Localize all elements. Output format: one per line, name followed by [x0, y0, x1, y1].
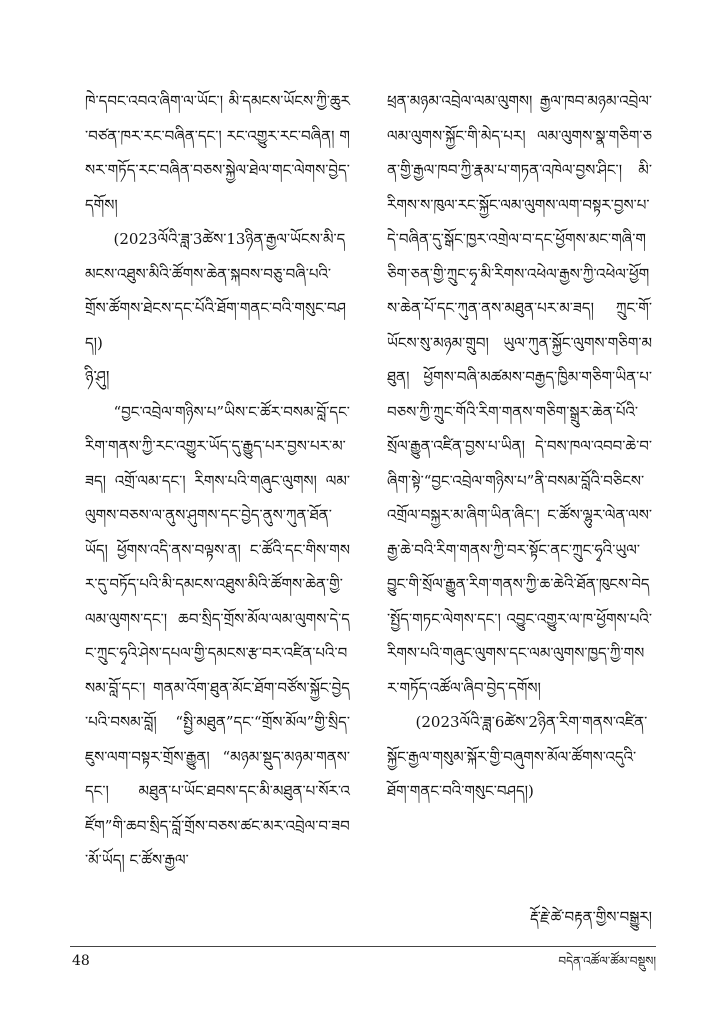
- left-speech-note: (2023ལོའི་ཟླ་3ཚེས་13ཉིན་རྒྱལ་ཡོངས་མི་དམངས་འཐུས་མིའི་ཚོགས་ཆེན་སྐབས་བཅུ་བཞི་པའི་གྲོས་ཚོགས་ཐེངས་དང་པོའི་ཐོག་གནང་བའི་གསུང་བཤད།): [85, 230, 346, 352]
- left-column: [85, 84, 350, 878]
- right-column: [387, 84, 652, 809]
- right-speech-note: (2023ལོའི་ཟླ་6ཚེས་2ཉིན་རིག་གནས་འཛིན་སྐྱོང་རྒྱལ་གསུམ་སྐོར་གྱི་བཞུགས་མོལ་ཚོགས་འདུའི་ཐོག་གནང་བའི་གསུང་བཤད།): [387, 713, 648, 800]
- left-paragraph-2: “བྱང་འབྲེལ་གཉིས་པ”ཡིས་ང་ཚོར་བསམ་བློ་དང་རིག་གནས་ཀྱི་རང་འགྱུར་ཡོད་དུ་རྒྱུད་པར་བྱས་པར་མ་ཟད། འགྲོ་ལམ་དང་། རིགས་པའི་གཞུང་ལུགས། ལམ་ལུགས་བཅས་ལ་ནུས་ཤུགས་དང་བྱེད་ནུས་ཀུན་ཐོན་ཡོད། ཕྱོགས་འདི་ནས་བལྟས་ན། ང་ཚོའི་དང་གིས་གསར་དུ་བཏོད་པའི་མི་དམངས་འཐུས་མིའི་ཚོགས་ཆེན་གྱི་ལམ་ལུགས་དང་། ཆབ་སྲིད་གྲོས་མོལ་ལམ་ལུགས་དེ་དང་ཀྲུང་ཧྭའི་ཤེས་དཔལ་གྱི་དམངས་རྩ་བར་འཛིན་པའི་བསམ་བློ་དང་། གནམ་འོག་ཐུན་མོང་ཐོག་བཙོས་སྐྱོང་བྱེད་པའི་བསམ་བློ། “སྤྱི་མཐུན”དང་“གྲོས་མོལ”གྱི་སྲིད་ཇུས་ལག་བསྟར་གྲོས་རྒྱུན། “མཉམ་སྡུད་མཉམ་གནས་དང་། མཐུན་པ་ཡོང་ཐབས་དང་མི་མཐུན་པ་སོར་འཛོག”གི་ཆབ་སྲིད་བློ་གྲོས་བཅས་ཚང་མར་འབྲེལ་བ་ཟབ་མོ་ཡོད། ང་ཚོས་རྒྱལ་: [85, 402, 350, 869]
- page-number: 48: [72, 953, 90, 969]
- footer-divider: [70, 946, 656, 947]
- left-paragraph-1: ཁེ་དབང་འབའ་ཞིག་ལ་ཡོང་། མི་དམངས་ཡོངས་ཀྱི་ཆུར་བཙན་ཁར་རང་བཞིན་དང་། རང་འགྱུར་རང་བཞིན། གསར་གཏོད་རང་བཞིན་བཅས་སྐྱེལ་ཐེལ་གང་ལེགས་བྱེད་དགོས།: [85, 92, 350, 214]
- section-heading: ཉི་ཤུ།: [85, 367, 110, 386]
- translator-credit: རྡོ་རྗེ་ཚེ་བརྟན་གྱིས་བསྒྱུར།: [529, 908, 652, 926]
- running-footer-title: བདེན་འཚོལ་ཚོམ་བསྡུས།: [558, 954, 656, 968]
- right-paragraph-1: ཕྲན་མཉམ་འབྲེལ་ལམ་ལུགས། རྒྱལ་ཁབ་མཉམ་འབྲེལ་ལམ་ལུགས་སྐྱོང་གི་མེད་པར། ལམ་ལུགས་སྣ་གཅིག་ཅན་གྱི་རྒྱལ་ཁབ་ཀྱི་རྣམ་པ་གཏན་འཁེལ་བྱས་ཤིང་། མི་རིགས་ས་ཁུལ་རང་སྐྱོང་ལམ་ལུགས་ལག་བསྟར་བྱས་པ་དེ་བཞིན་དུ་སྒོང་ཁྱར་འགྲེལ་བ་དང་ཕྱོགས་མང་གཞི་གཅིག་ཅན་གྱི་ཀྲུང་ཧྭ་མི་རིགས་འཕེལ་རྒྱས་ཀྱི་འཕེལ་ཕྱོགས་ཆེན་པོ་དང་ཀུན་ནས་མཐུན་པར་མ་ཟད། ཀྲུང་གོ་ཡོངས་སུ་མཉམ་གྲུབ། ཡུལ་ཀུན་སྐྱོང་ལུགས་གཅིག་མཐུན། ཕྱོགས་བཞི་མཚམས་བརྒྱད་ཁྱིམ་གཅིག་ཡིན་པ་བཅས་ཀྱི་ཀྲུང་གོའི་རིག་གནས་གཅིག་སྒྲུར་ཆེན་པོའི་སྲོལ་རྒྱུན་འཛིན་བྱས་པ་ཡིན། དེ་བས་ཁལ་འབབ་ཆེ་བ་ཞིག་སྟེ་“བྱང་འབྲེལ་གཉིས་པ”ནི་བསམ་བློའི་བཅིངས་འགྲོལ་བསྐྱར་མ་ཞིག་ཡིན་ཞིང་། ང་ཚོས་ལྷུར་ལེན་ལས་རྒྱ་ཆེ་བའི་རིག་གནས་ཀྱི་བར་སྟོང་ནང་ཀྲུང་ཧྭའི་ཡུལ་བྱུང་གི་སྲོལ་རྒྱུན་རིག་གནས་ཀྱི་ཆ་ཆེའི་ཐོན་ཁུངས་བེད་སྤྱོད་གཏང་ལེགས་དང་། འབྱུང་འགྱུར་ལ་ཁ་ཕྱོགས་པའི་རིགས་པའི་གཞུང་ལུགས་དང་ལམ་ལུགས་ཁྱད་ཀྱི་གསར་གཏོད་འཚོལ་ཞིབ་བྱེད་དགོས།: [387, 92, 652, 697]
